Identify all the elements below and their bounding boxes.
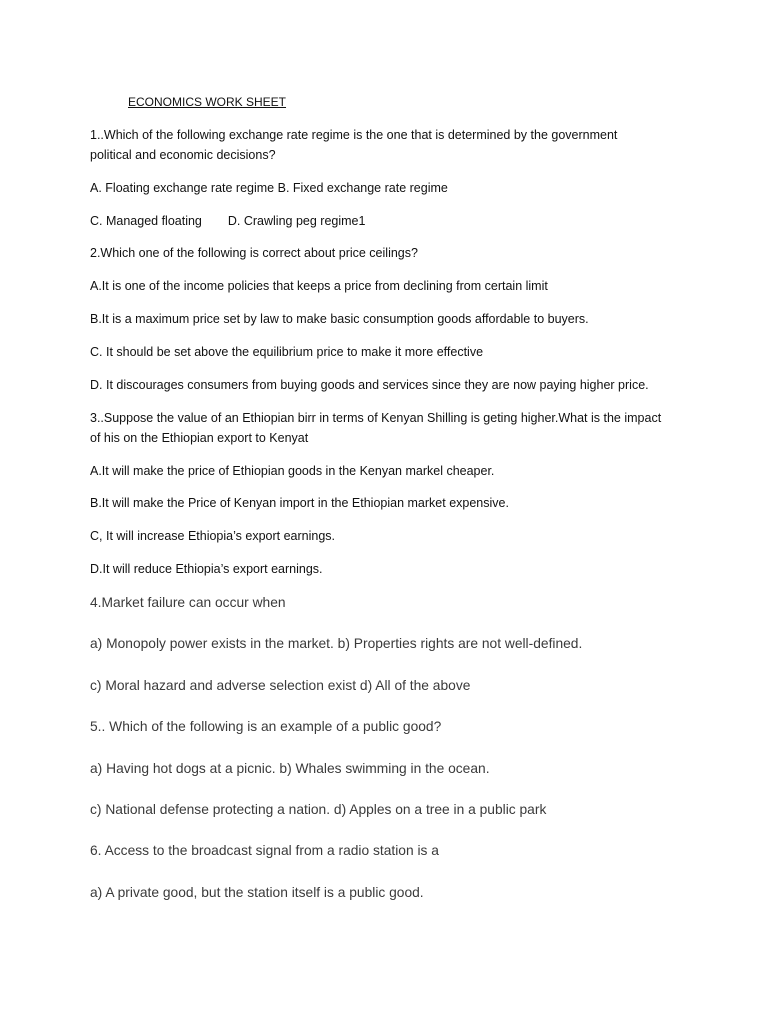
question-6: 6. Access to the broadcast signal from a radio station is a [90, 843, 439, 858]
question-1-option-d: D. Crawling peg regime1 [227, 214, 366, 228]
question-6-option-a: a) A private good, but the station itself is a public good. [90, 885, 424, 900]
question-2-option-d: D. It discourages consumers from buying goods and services since they are now paying higher price. [90, 378, 649, 392]
question-1-line-2: political and economic decisions? [90, 148, 276, 162]
question-2-option-c: C. It should be set above the equilibrium price to make it more effective [90, 345, 484, 359]
question-4: 4.Market failure can occur when [90, 595, 286, 610]
question-4-options-ab: a) Monopoly power exists in the market. b) Properties rights are not well-defined. [90, 636, 583, 651]
question-2-option-b: B.It is a maximum price set by law to make basic consumption goods affordable to buyers. [90, 312, 589, 326]
question-3-line-2: of his on the Ethiopian export to Kenyat [90, 431, 309, 445]
question-1-options-ab: A. Floating exchange rate regime B. Fixed exchange rate regime [90, 181, 448, 195]
question-5: 5.. Which of the following is an example of a public good? [90, 719, 442, 734]
question-3-option-a: A.It will make the price of Ethiopian goods in the Kenyan markel cheaper. [90, 464, 495, 478]
question-1-option-c: C. Managed floating [90, 214, 202, 228]
question-3-line-1: 3..Suppose the value of an Ethiopian birr in terms of Kenyan Shilling is geting higher.What is the impact [90, 411, 662, 425]
question-3-option-c: C, It will increase Ethiopia’s export earnings. [90, 529, 336, 543]
question-5-options-ab: a) Having hot dogs at a picnic. b) Whales swimming in the ocean. [90, 761, 490, 776]
question-3-option-d: D.It will reduce Ethiopia’s export earnings. [90, 562, 323, 576]
question-2-option-a: A.It is one of the income policies that keeps a price from declining from certain limit [90, 279, 548, 293]
question-1-options-cd [90, 211, 365, 231]
question-5-options-cd: c) National defense protecting a nation. d) Apples on a tree in a public park [90, 802, 547, 817]
question-2: 2.Which one of the following is correct about price ceilings? [90, 246, 418, 260]
question-4-options-cd: c) Moral hazard and adverse selection exist d) All of the above [90, 678, 471, 693]
question-1-line-1: 1..Which of the following exchange rate regime is the one that is determined by the government [90, 128, 618, 142]
worksheet-title: ECONOMICS WORK SHEET [128, 95, 287, 109]
question-3-option-b: B.It will make the Price of Kenyan import in the Ethiopian market expensive. [90, 496, 509, 510]
